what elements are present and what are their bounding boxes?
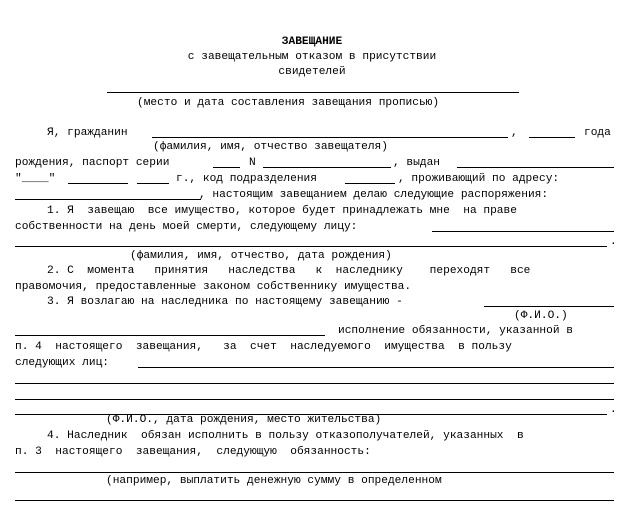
residing-label: , проживающий по адресу: [398, 173, 560, 185]
clause2-line1: 2. С момента принятия наследства к наследнику переходят все [47, 265, 531, 277]
clause2-line2: правомочия, предоставленные законом собственнику имущества. [15, 281, 412, 293]
legatees-line2[interactable] [15, 383, 614, 384]
issue-year-line[interactable] [137, 183, 169, 184]
issue-month-line[interactable] [68, 183, 128, 184]
clause3-line4: следующих лиц: [15, 357, 109, 369]
address-line[interactable] [15, 199, 201, 200]
birth-passport-label: рождения, паспорт серии [15, 157, 170, 169]
heir-name-line1[interactable] [432, 231, 614, 232]
document-subtitle-line1: с завещательным отказом в присутствии [187, 51, 437, 63]
division-code-line[interactable] [345, 183, 395, 184]
clause1-hint: (фамилия, имя, отчество, дата рождения) [130, 250, 392, 262]
clause3-hint: (Ф.И.О., дата рождения, место жительства) [106, 414, 382, 426]
document-title: ЗАВЕЩАНИЕ [281, 36, 343, 48]
clause3-line1: 3. Я возлагаю на наследника по настоящему завещанию - [47, 296, 403, 308]
place-date-line[interactable] [107, 92, 519, 93]
heir-name-line2[interactable] [15, 246, 607, 247]
testator-name-hint: (фамилия, имя, отчество завещателя) [153, 141, 388, 153]
testator-name-line[interactable] [152, 137, 508, 138]
clause1-line2: собственности на день моей смерти, следующему лицу: [15, 221, 358, 233]
clause3-end-dot: . [610, 404, 617, 416]
disposition-label: , настоящим завещанием делаю следующие распоряжения: [199, 189, 549, 201]
passport-series-line[interactable] [213, 167, 240, 168]
clause4-line1: 4. Наследник обязан исполнить в пользу отказополучателей, указанных в [47, 430, 524, 442]
heir-fio-line2[interactable] [15, 335, 325, 336]
clause3-fio-hint: (Ф.И.О.) [514, 310, 568, 322]
clause3-line2: исполнение обязанности, указанной в [338, 325, 573, 337]
number-label: N [249, 157, 256, 169]
division-code-label: г., код подразделения [176, 173, 317, 185]
clause1-end-dot: . [610, 236, 617, 248]
issue-date-quote: "____" [15, 173, 56, 185]
place-date-hint: (место и дата составления завещания прописью) [137, 97, 440, 109]
will-document: ЗАВЕЩАНИЕ с завещательным отказом в присутствии свидетелей (место и дата составления завещания прописью) Я, гражданин , года (фамилия, имя, отчество завещателя) рождения, паспорт серии N , выдан "____" г., код подразделения , проживающий по адресу: , настоящим завещанием делаю следующие распоряжения: 1. Я завещаю все имущество, которое будет принадлежать мне на праве собственности на день моей смерти, следующему лицу: . (фамилия, имя, отчество, дата рождения) 2. С момента принятия наследства к наследнику переходят все правомочия, предоставленные законом собственнику имущества. 3. Я возлагаю на наследника по настоящему завещанию - (Ф.И.О.) исполнение обязанности, указанной в п. 4 настоящего завещания, за счет наследуемого имущества в пользу следующих лиц: . (Ф.И.О., дата рождения, место жительства) 4. Наследник обязан исполнить в пользу отказополучателей, указанных в п. 3 настоящего завещания, следующую обязанность: (например, выплатить денежную сумму в определенном [0, 0, 624, 505]
obligation-line2[interactable] [15, 500, 614, 501]
legatees-line1[interactable] [138, 367, 614, 368]
heir-fio-line[interactable] [484, 306, 614, 307]
clause4-hint: (например, выплатить денежную сумму в определенном [106, 475, 442, 487]
passport-number-line[interactable] [263, 167, 391, 168]
year-label: года [584, 127, 611, 139]
issued-label: , выдан [393, 157, 440, 169]
legatees-line3[interactable] [15, 399, 614, 400]
document-subtitle-line2: свидетелей [278, 66, 346, 78]
birth-year-line[interactable] [529, 137, 575, 138]
clause1-line1: 1. Я завещаю все имущество, которое будет принадлежать мне на праве [47, 205, 517, 217]
clause3-line3: п. 4 настоящего завещания, за счет наследуемого имущества в пользу [15, 341, 512, 353]
i-citizen-label: Я, гражданин [47, 127, 128, 139]
clause4-line2: п. 3 настоящего завещания, следующую обязанность: [15, 446, 371, 458]
issued-by-line[interactable] [457, 167, 614, 168]
obligation-line1[interactable] [15, 472, 614, 473]
